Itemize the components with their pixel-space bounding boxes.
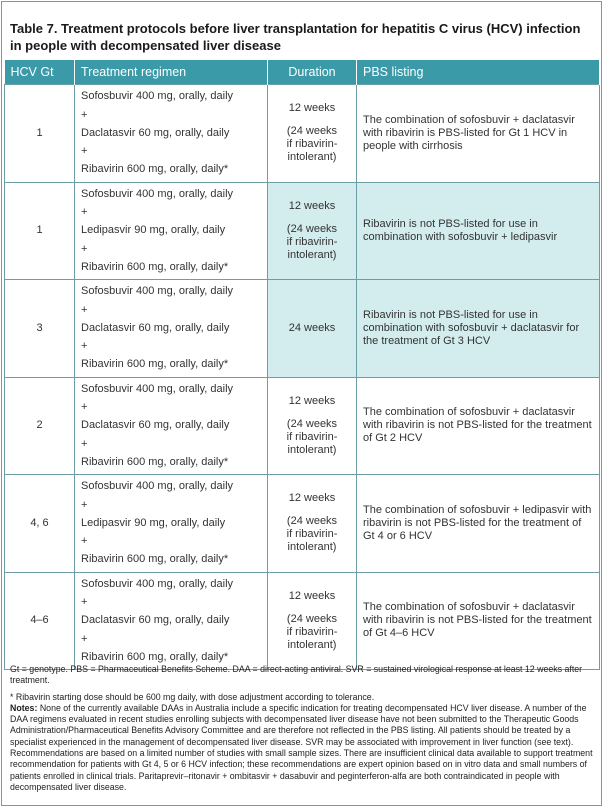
duration-line: if ribavirin- (286, 430, 338, 443)
duration-line: (24 weeks (286, 125, 338, 138)
regimen-plus: + (81, 437, 88, 450)
regimen-drug: Ribavirin 600 mg, orally, daily* (81, 455, 229, 468)
table-figure (1, 1, 602, 806)
regimen-drug: Ribavirin 600 mg, orally, daily* (81, 553, 229, 565)
duration-line: 12 weeks (288, 492, 336, 505)
duration-line: 24 weeks (288, 321, 336, 334)
cell-pbs-listing: Ribavirin is not PBS-listed for use in combination with sofosbuvir + daclatasvir for the treatment of Gt 3 HCV (357, 280, 600, 378)
header-regimen: Treatment regimen (75, 60, 268, 85)
duration-line: 12 weeks (288, 102, 336, 115)
table-row (5, 475, 600, 573)
cell-duration (268, 572, 357, 670)
regimen-plus: + (81, 632, 88, 645)
regimen-plus: + (81, 596, 88, 608)
duration-line: (24 weeks (286, 222, 338, 235)
cell-regimen (75, 182, 268, 280)
regimen-drug: Daclatasvir 60 mg, orally, daily (81, 321, 230, 334)
cell-pbs-listing: Ribavirin is not PBS-listed for use in combination with sofosbuvir + ledipasvir (357, 182, 600, 280)
header-gt: HCV Gt (5, 60, 75, 85)
cell-pbs-listing: The combination of sofosbuvir + ledipasvir with ribavirin is not PBS-listed for the treatment of Gt 4 or 6 HCV (357, 475, 600, 573)
cell-regimen (75, 280, 268, 378)
cell-duration (268, 280, 357, 378)
regimen-plus: + (81, 535, 88, 547)
table-title: Table 7. Treatment protocols before liver transplantation for hepatitis C virus (HCV) infection in people with decompensated liver disease (10, 21, 581, 53)
cell-regimen (75, 85, 268, 183)
regimen-drug: Ledipasvir 90 mg, orally, daily (81, 516, 226, 529)
duration-line: (24 weeks (286, 515, 338, 528)
duration-line: (24 weeks (286, 417, 338, 430)
regimen-plus: + (81, 303, 88, 316)
table-row (5, 182, 600, 280)
notes-text: None of the currently available DAAs in Australia include a specific indication for treating decompensated HCV liver disease. A number of the DAA regimens evaluated in recent studies enrolling subjects with decompensated liver disease have not been submitted to the Therapeutic Goods Administration/Pharmaceutical Benefits Advisory Committee and are therefore not reflected in the PBS listing. All patients should be treated by a specialist experienced in the management of decompensated liver disease. SVR may be associated with improvement in liver function (see text). Recommendations are based on a limited number of studies with small sample sizes. There are insufficient clinical data available to support treatment recommendation for patients with Gt 4, 5 or 6 HCV infection; these recommendations are expert opinion based on in vitro data and small numbers of patients enrolled in clinical trials. Paritaprevir–ritonavir + ombitasvir + dasabuvir and peginterferon-alfa are both contraindicated in people with decompensated liver disease. (10, 702, 593, 792)
regimen-drug: Daclatasvir 60 mg, orally, daily (81, 419, 230, 431)
cell-pbs-listing: The combination of sofosbuvir + daclatasvir with ribavirin is PBS-listed for Gt 1 HCV in people with cirrhosis (357, 85, 600, 183)
regimen-plus: + (81, 498, 88, 511)
duration-line: if ribavirin- (286, 625, 338, 638)
regimen-plus: + (81, 242, 88, 255)
regimen-drug: Ribavirin 600 mg, orally, daily* (81, 260, 229, 273)
duration-line: intolerant) (287, 541, 337, 554)
cell-gt: 2 (5, 377, 75, 475)
regimen-drug: Sofosbuvir 400 mg, orally, daily (81, 90, 234, 102)
duration-line: if ribavirin- (286, 138, 338, 151)
regimen-drug: Daclatasvir 60 mg, orally, daily (81, 614, 230, 626)
regimen-plus: + (81, 401, 88, 413)
abbreviations: Gt = genotype. PBS = Pharmaceutical Benefits Scheme. DAA = direct-acting antiviral. SVR = sustained virological response at least 12 weeks after treatment. (10, 664, 583, 686)
footnote: * Ribavirin starting dose should be 600 mg daily, with dose adjustment according to tolerance. (10, 691, 375, 702)
regimen-plus: + (81, 108, 88, 121)
regimen-drug: Ledipasvir 90 mg, orally, daily (81, 224, 226, 236)
cell-gt: 1 (5, 182, 75, 280)
cell-regimen (75, 475, 268, 573)
duration-line: 12 weeks (288, 394, 336, 407)
duration-line: if ribavirin- (286, 528, 338, 541)
regimen-plus: + (81, 206, 88, 218)
regimen-drug: Ribavirin 600 mg, orally, daily* (81, 163, 229, 175)
duration-line: 12 weeks (288, 589, 336, 602)
notes-label: Notes: (10, 702, 38, 713)
regimen-drug: Sofosbuvir 400 mg, orally, daily (81, 285, 234, 297)
cell-duration (268, 475, 357, 573)
header-pbs: PBS listing (357, 60, 600, 85)
table-row (5, 377, 600, 475)
treatment-table (4, 60, 600, 670)
regimen-drug: Sofosbuvir 400 mg, orally, daily (81, 187, 234, 200)
table-row (5, 280, 600, 378)
regimen-drug: Sofosbuvir 400 mg, orally, daily (81, 577, 234, 590)
duration-line: (24 weeks (286, 612, 338, 625)
duration-line: intolerant) (287, 248, 337, 261)
regimen-drug: Daclatasvir 60 mg, orally, daily (81, 126, 230, 139)
cell-duration (268, 85, 357, 183)
cell-gt: 3 (5, 280, 75, 378)
table-row (5, 85, 600, 183)
duration-line: intolerant) (287, 443, 337, 456)
header-row (5, 60, 600, 85)
notes (10, 703, 595, 793)
cell-regimen (75, 572, 268, 670)
table-footer (10, 664, 595, 798)
regimen-plus: + (81, 145, 88, 157)
table-row (5, 572, 600, 670)
cell-gt: 4–6 (5, 572, 75, 670)
regimen-drug: Sofosbuvir 400 mg, orally, daily (81, 382, 234, 395)
duration-line: intolerant) (287, 638, 337, 651)
duration-line: if ribavirin- (286, 235, 338, 248)
regimen-drug: Ribavirin 600 mg, orally, daily* (81, 358, 229, 370)
cell-gt: 4, 6 (5, 475, 75, 573)
cell-duration (268, 377, 357, 475)
cell-pbs-listing: The combination of sofosbuvir + daclatasvir with ribavirin is not PBS-listed for the treatment of Gt 4–6 HCV (357, 572, 600, 670)
regimen-plus: + (81, 340, 88, 352)
cell-regimen (75, 377, 268, 475)
cell-pbs-listing: The combination of sofosbuvir + daclatasvir with ribavirin is not PBS-listed for the treatment of Gt 2 HCV (357, 377, 600, 475)
duration-line: 12 weeks (288, 199, 336, 212)
header-duration: Duration (268, 60, 357, 85)
regimen-drug: Ribavirin 600 mg, orally, daily* (81, 650, 229, 663)
cell-duration (268, 182, 357, 280)
duration-line: intolerant) (287, 151, 337, 164)
cell-gt: 1 (5, 85, 75, 183)
regimen-drug: Sofosbuvir 400 mg, orally, daily (81, 480, 234, 492)
